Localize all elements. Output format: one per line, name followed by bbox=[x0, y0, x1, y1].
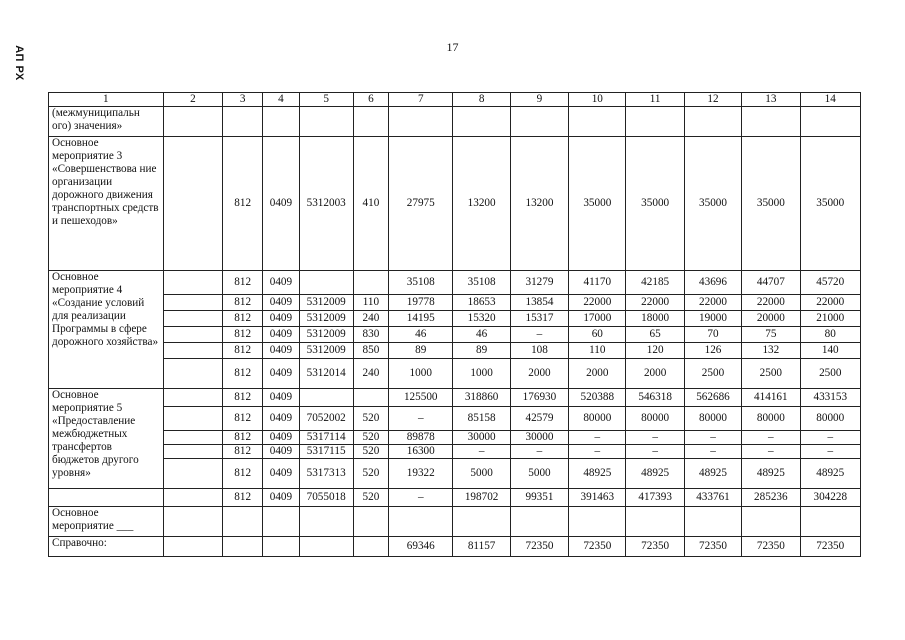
value-cell bbox=[626, 107, 684, 137]
value-cell: 81157 bbox=[453, 537, 510, 557]
value-cell: 120 bbox=[626, 343, 684, 359]
value-cell: 35000 bbox=[742, 137, 800, 271]
value-cell: 22000 bbox=[569, 295, 626, 311]
value-cell bbox=[163, 431, 222, 445]
value-cell bbox=[163, 295, 222, 311]
value-cell: 110 bbox=[569, 343, 626, 359]
value-cell: 85158 bbox=[453, 407, 510, 431]
value-cell: 72350 bbox=[626, 537, 684, 557]
value-cell: 70 bbox=[684, 327, 741, 343]
value-cell: 2500 bbox=[684, 359, 741, 389]
value-cell bbox=[742, 107, 800, 137]
value-cell: 48925 bbox=[569, 459, 626, 489]
value-cell bbox=[163, 359, 222, 389]
value-cell: 75 bbox=[742, 327, 800, 343]
value-cell: 520 bbox=[353, 459, 388, 489]
value-cell: 5312009 bbox=[299, 343, 353, 359]
value-cell: 0409 bbox=[263, 343, 299, 359]
value-cell bbox=[389, 107, 453, 137]
value-cell: 812 bbox=[223, 445, 263, 459]
value-cell: 41170 bbox=[569, 271, 626, 295]
activity-name-cell: Основное мероприятие 5 «Предоставление межбюджетных трансфертов бюджетов другого уровня» bbox=[49, 389, 164, 489]
header-cell: 8 bbox=[453, 93, 510, 107]
value-cell bbox=[163, 343, 222, 359]
header-cell: 1 bbox=[49, 93, 164, 107]
value-cell: 22000 bbox=[684, 295, 741, 311]
value-cell: 132 bbox=[742, 343, 800, 359]
value-cell bbox=[163, 107, 222, 137]
value-cell: – bbox=[684, 445, 741, 459]
value-cell: 35000 bbox=[684, 137, 741, 271]
value-cell: 812 bbox=[223, 389, 263, 407]
table-row bbox=[49, 359, 861, 389]
value-cell: 21000 bbox=[800, 311, 861, 327]
value-cell: 89878 bbox=[389, 431, 453, 445]
table-row bbox=[49, 489, 861, 507]
value-cell: 0409 bbox=[263, 459, 299, 489]
value-cell: 414161 bbox=[742, 389, 800, 407]
value-cell: 48925 bbox=[800, 459, 861, 489]
value-cell: 18653 bbox=[453, 295, 510, 311]
value-cell: 812 bbox=[223, 459, 263, 489]
value-cell: 13200 bbox=[453, 137, 510, 271]
value-cell: 19000 bbox=[684, 311, 741, 327]
value-cell: 99351 bbox=[510, 489, 568, 507]
value-cell bbox=[299, 389, 353, 407]
value-cell: 176930 bbox=[510, 389, 568, 407]
value-cell bbox=[510, 107, 568, 137]
value-cell bbox=[163, 137, 222, 271]
value-cell: 35000 bbox=[800, 137, 861, 271]
value-cell: 65 bbox=[626, 327, 684, 343]
value-cell: 198702 bbox=[453, 489, 510, 507]
value-cell: 15320 bbox=[453, 311, 510, 327]
value-cell: 417393 bbox=[626, 489, 684, 507]
value-cell: 812 bbox=[223, 295, 263, 311]
value-cell: 240 bbox=[353, 311, 388, 327]
value-cell bbox=[353, 389, 388, 407]
value-cell bbox=[163, 271, 222, 295]
table-row bbox=[49, 407, 861, 431]
table-row bbox=[49, 389, 861, 407]
value-cell: 5000 bbox=[510, 459, 568, 489]
value-cell: 69346 bbox=[389, 537, 453, 557]
value-cell bbox=[163, 537, 222, 557]
value-cell: 5312014 bbox=[299, 359, 353, 389]
value-cell: 240 bbox=[353, 359, 388, 389]
value-cell: 2000 bbox=[510, 359, 568, 389]
table-row bbox=[49, 295, 861, 311]
value-cell: 546318 bbox=[626, 389, 684, 407]
value-cell: 48925 bbox=[742, 459, 800, 489]
table-row bbox=[49, 445, 861, 459]
value-cell: 5312009 bbox=[299, 295, 353, 311]
value-cell: 42579 bbox=[510, 407, 568, 431]
value-cell: 1000 bbox=[453, 359, 510, 389]
activity-name-cell: Основное мероприятие 3 «Совершенствова ние организации дорожного движения транспортных средств и пешеходов» bbox=[49, 137, 164, 271]
value-cell: 15317 bbox=[510, 311, 568, 327]
activity-name-cell: Основное мероприятие 4 «Создание условий для реализации Программы в сфере дорожного хозяйства» bbox=[49, 271, 164, 389]
header-cell: 5 bbox=[299, 93, 353, 107]
value-cell bbox=[299, 271, 353, 295]
value-cell: 22000 bbox=[626, 295, 684, 311]
value-cell: 35108 bbox=[453, 271, 510, 295]
value-cell: – bbox=[453, 445, 510, 459]
value-cell: – bbox=[626, 445, 684, 459]
value-cell bbox=[742, 507, 800, 537]
value-cell bbox=[299, 107, 353, 137]
value-cell: 126 bbox=[684, 343, 741, 359]
value-cell: 43696 bbox=[684, 271, 741, 295]
value-cell: 20000 bbox=[742, 311, 800, 327]
value-cell: – bbox=[800, 431, 861, 445]
value-cell: 45720 bbox=[800, 271, 861, 295]
value-cell: 520 bbox=[353, 407, 388, 431]
value-cell: 0409 bbox=[263, 311, 299, 327]
value-cell: 812 bbox=[223, 327, 263, 343]
value-cell bbox=[163, 489, 222, 507]
value-cell: 80000 bbox=[742, 407, 800, 431]
value-cell: 46 bbox=[453, 327, 510, 343]
value-cell: 433761 bbox=[684, 489, 741, 507]
value-cell: 0409 bbox=[263, 327, 299, 343]
value-cell: 0409 bbox=[263, 137, 299, 271]
header-cell: 11 bbox=[626, 93, 684, 107]
value-cell: – bbox=[800, 445, 861, 459]
value-cell: 42185 bbox=[626, 271, 684, 295]
value-cell: 520388 bbox=[569, 389, 626, 407]
header-cell: 3 bbox=[223, 93, 263, 107]
value-cell bbox=[510, 507, 568, 537]
value-cell bbox=[353, 271, 388, 295]
value-cell: 30000 bbox=[510, 431, 568, 445]
table-row bbox=[49, 431, 861, 445]
value-cell: 2500 bbox=[800, 359, 861, 389]
value-cell bbox=[353, 107, 388, 137]
value-cell: 2000 bbox=[569, 359, 626, 389]
value-cell: 1000 bbox=[389, 359, 453, 389]
activity-name-cell bbox=[49, 489, 164, 507]
value-cell bbox=[353, 537, 388, 557]
value-cell: 318860 bbox=[453, 389, 510, 407]
value-cell bbox=[684, 507, 741, 537]
value-cell: 812 bbox=[223, 359, 263, 389]
value-cell: 5312003 bbox=[299, 137, 353, 271]
value-cell: 850 bbox=[353, 343, 388, 359]
header-row bbox=[49, 93, 861, 107]
value-cell: 48925 bbox=[684, 459, 741, 489]
value-cell: – bbox=[742, 431, 800, 445]
value-cell: 0409 bbox=[263, 359, 299, 389]
value-cell bbox=[299, 537, 353, 557]
value-cell: 80000 bbox=[569, 407, 626, 431]
value-cell bbox=[163, 407, 222, 431]
value-cell: – bbox=[569, 431, 626, 445]
value-cell: 520 bbox=[353, 431, 388, 445]
value-cell: 2500 bbox=[742, 359, 800, 389]
page-number: 17 bbox=[446, 40, 459, 54]
value-cell: 22000 bbox=[742, 295, 800, 311]
value-cell: 0409 bbox=[263, 271, 299, 295]
value-cell bbox=[223, 537, 263, 557]
value-cell: 5317114 bbox=[299, 431, 353, 445]
header-cell: 12 bbox=[684, 93, 741, 107]
value-cell: – bbox=[510, 445, 568, 459]
value-cell: 812 bbox=[223, 407, 263, 431]
value-cell bbox=[163, 311, 222, 327]
value-cell: 19322 bbox=[389, 459, 453, 489]
value-cell: 812 bbox=[223, 271, 263, 295]
value-cell bbox=[453, 107, 510, 137]
value-cell: 2000 bbox=[626, 359, 684, 389]
value-cell: 5317313 bbox=[299, 459, 353, 489]
value-cell: 391463 bbox=[569, 489, 626, 507]
value-cell bbox=[684, 107, 741, 137]
value-cell bbox=[163, 327, 222, 343]
header-cell: 2 bbox=[163, 93, 222, 107]
value-cell bbox=[163, 459, 222, 489]
value-cell: – bbox=[569, 445, 626, 459]
value-cell: 0409 bbox=[263, 489, 299, 507]
activity-name-cell: Справочно: bbox=[49, 537, 164, 557]
value-cell bbox=[163, 507, 222, 537]
value-cell: 72350 bbox=[510, 537, 568, 557]
value-cell: 17000 bbox=[569, 311, 626, 327]
value-cell: 0409 bbox=[263, 389, 299, 407]
value-cell: 0409 bbox=[263, 445, 299, 459]
value-cell: 5000 bbox=[453, 459, 510, 489]
value-cell: 304228 bbox=[800, 489, 861, 507]
value-cell bbox=[299, 507, 353, 537]
value-cell: 7055018 bbox=[299, 489, 353, 507]
value-cell: 140 bbox=[800, 343, 861, 359]
value-cell: 410 bbox=[353, 137, 388, 271]
value-cell: 48925 bbox=[626, 459, 684, 489]
value-cell bbox=[569, 107, 626, 137]
header-cell: 4 bbox=[263, 93, 299, 107]
value-cell: 14195 bbox=[389, 311, 453, 327]
value-cell: 433153 bbox=[800, 389, 861, 407]
value-cell: 520 bbox=[353, 445, 388, 459]
value-cell: 125500 bbox=[389, 389, 453, 407]
value-cell: 812 bbox=[223, 137, 263, 271]
value-cell: 31279 bbox=[510, 271, 568, 295]
value-cell bbox=[389, 507, 453, 537]
value-cell: 812 bbox=[223, 431, 263, 445]
budget-table bbox=[48, 92, 861, 557]
value-cell bbox=[569, 507, 626, 537]
value-cell: – bbox=[684, 431, 741, 445]
value-cell: 285236 bbox=[742, 489, 800, 507]
value-cell: 812 bbox=[223, 489, 263, 507]
value-cell: 22000 bbox=[800, 295, 861, 311]
value-cell: 0409 bbox=[263, 407, 299, 431]
value-cell: 35000 bbox=[626, 137, 684, 271]
header-cell: 10 bbox=[569, 93, 626, 107]
value-cell: 13854 bbox=[510, 295, 568, 311]
value-cell bbox=[800, 507, 861, 537]
table-row bbox=[49, 137, 861, 271]
side-stamp-text: АП РХ bbox=[13, 45, 25, 81]
value-cell bbox=[626, 507, 684, 537]
value-cell: 89 bbox=[453, 343, 510, 359]
table-row bbox=[49, 311, 861, 327]
header-cell: 7 bbox=[389, 93, 453, 107]
value-cell: 108 bbox=[510, 343, 568, 359]
value-cell: – bbox=[742, 445, 800, 459]
value-cell: 812 bbox=[223, 311, 263, 327]
value-cell: 27975 bbox=[389, 137, 453, 271]
value-cell: – bbox=[510, 327, 568, 343]
value-cell: 60 bbox=[569, 327, 626, 343]
value-cell: 72350 bbox=[684, 537, 741, 557]
table-row bbox=[49, 271, 861, 295]
value-cell bbox=[163, 389, 222, 407]
value-cell: – bbox=[389, 489, 453, 507]
value-cell bbox=[263, 507, 299, 537]
value-cell bbox=[163, 445, 222, 459]
value-cell: 16300 bbox=[389, 445, 453, 459]
value-cell: 80000 bbox=[684, 407, 741, 431]
value-cell: 520 bbox=[353, 489, 388, 507]
value-cell: 18000 bbox=[626, 311, 684, 327]
value-cell: 30000 bbox=[453, 431, 510, 445]
value-cell: 562686 bbox=[684, 389, 741, 407]
value-cell: 89 bbox=[389, 343, 453, 359]
value-cell: 44707 bbox=[742, 271, 800, 295]
value-cell: 0409 bbox=[263, 431, 299, 445]
value-cell bbox=[800, 107, 861, 137]
value-cell: – bbox=[626, 431, 684, 445]
value-cell: 72350 bbox=[800, 537, 861, 557]
activity-name-cell: (межмуниципальн ого) значения» bbox=[49, 107, 164, 137]
value-cell bbox=[263, 537, 299, 557]
value-cell bbox=[263, 107, 299, 137]
value-cell: 5312009 bbox=[299, 311, 353, 327]
header-cell: 13 bbox=[742, 93, 800, 107]
value-cell bbox=[453, 507, 510, 537]
table-row bbox=[49, 107, 861, 137]
value-cell: 110 bbox=[353, 295, 388, 311]
value-cell: – bbox=[389, 407, 453, 431]
value-cell: 80000 bbox=[800, 407, 861, 431]
value-cell: 7052002 bbox=[299, 407, 353, 431]
value-cell: 0409 bbox=[263, 295, 299, 311]
header-cell: 9 bbox=[510, 93, 568, 107]
header-cell: 14 bbox=[800, 93, 861, 107]
activity-name-cell: Основное мероприятие ___ bbox=[49, 507, 164, 537]
value-cell: 830 bbox=[353, 327, 388, 343]
header-cell: 6 bbox=[353, 93, 388, 107]
value-cell: 13200 bbox=[510, 137, 568, 271]
value-cell: 35000 bbox=[569, 137, 626, 271]
value-cell: 46 bbox=[389, 327, 453, 343]
value-cell: 72350 bbox=[569, 537, 626, 557]
table-row bbox=[49, 459, 861, 489]
value-cell: 5317115 bbox=[299, 445, 353, 459]
table-row bbox=[49, 327, 861, 343]
table-row bbox=[49, 507, 861, 537]
value-cell bbox=[223, 507, 263, 537]
value-cell: 35108 bbox=[389, 271, 453, 295]
value-cell: 72350 bbox=[742, 537, 800, 557]
table-row bbox=[49, 343, 861, 359]
value-cell: 80 bbox=[800, 327, 861, 343]
value-cell: 812 bbox=[223, 343, 263, 359]
value-cell bbox=[223, 107, 263, 137]
value-cell: 5312009 bbox=[299, 327, 353, 343]
table-row bbox=[49, 537, 861, 557]
value-cell bbox=[353, 507, 388, 537]
value-cell: 80000 bbox=[626, 407, 684, 431]
value-cell: 19778 bbox=[389, 295, 453, 311]
